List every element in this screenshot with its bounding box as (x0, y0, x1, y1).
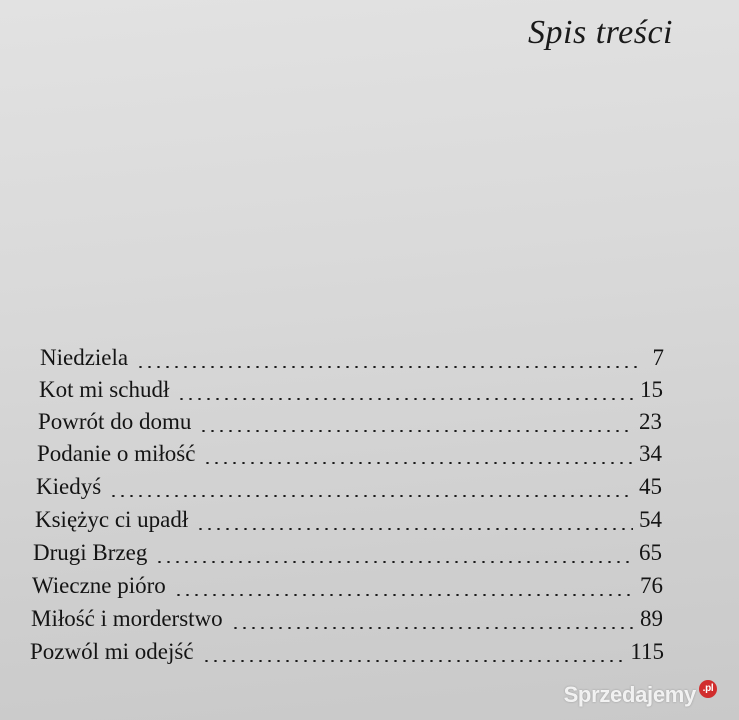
toc-entry-title: Powrót do domu (38, 409, 192, 434)
toc-entry (36, 475, 662, 501)
dot-leader (136, 366, 638, 368)
toc-entry-title: Wieczne pióro (32, 573, 166, 598)
dot-leader (199, 430, 633, 432)
toc-entry-page: 65 (639, 540, 662, 565)
toc-entry (39, 378, 663, 404)
dot-leader (109, 495, 633, 497)
toc-entry-title: Drugi Brzeg (33, 540, 148, 565)
toc-entry-title: Podanie o miłość (37, 441, 196, 466)
toc-entry-page: 23 (639, 409, 662, 434)
toc-entry (40, 346, 664, 372)
toc-entry-page: 89 (640, 606, 663, 631)
toc-entry-title: Kot mi schudł (39, 377, 170, 402)
toc-entry-title: Kiedyś (36, 474, 102, 499)
toc-entry-page: 34 (639, 441, 662, 466)
dot-leader (177, 398, 634, 400)
watermark-text: Sprzedajemy (563, 682, 696, 707)
page-title: Spis treści (528, 14, 673, 51)
toc-entry-page: 7 (652, 345, 664, 370)
dot-leader (231, 627, 634, 629)
watermark-badge-icon: .pl (699, 680, 717, 698)
dot-leader (155, 561, 633, 563)
toc-entry-page: 45 (639, 474, 662, 499)
toc-entry (37, 442, 662, 468)
toc-entry-title: Pozwól mi odejść (30, 639, 194, 664)
dot-leader (202, 660, 625, 662)
toc-entry (31, 607, 663, 633)
toc-entry (30, 640, 664, 666)
toc-entry-page: 76 (640, 573, 663, 598)
dot-leader (203, 462, 633, 464)
toc-entry (38, 410, 662, 436)
toc-entry-page: 15 (640, 377, 663, 402)
dot-leader (174, 594, 634, 596)
toc-entry (33, 541, 662, 567)
toc-entry-title: Niedziela (40, 345, 129, 370)
toc-entry-page: 54 (639, 507, 662, 532)
dot-leader (196, 528, 633, 530)
sprzedajemy-watermark (564, 682, 717, 708)
toc-entry (32, 574, 663, 600)
toc-entry-page: 115 (630, 639, 664, 664)
toc-entry-title: Miłość i morderstwo (31, 606, 223, 631)
toc-entry-title: Księżyc ci upadł (35, 507, 189, 532)
toc-entry (35, 508, 662, 534)
